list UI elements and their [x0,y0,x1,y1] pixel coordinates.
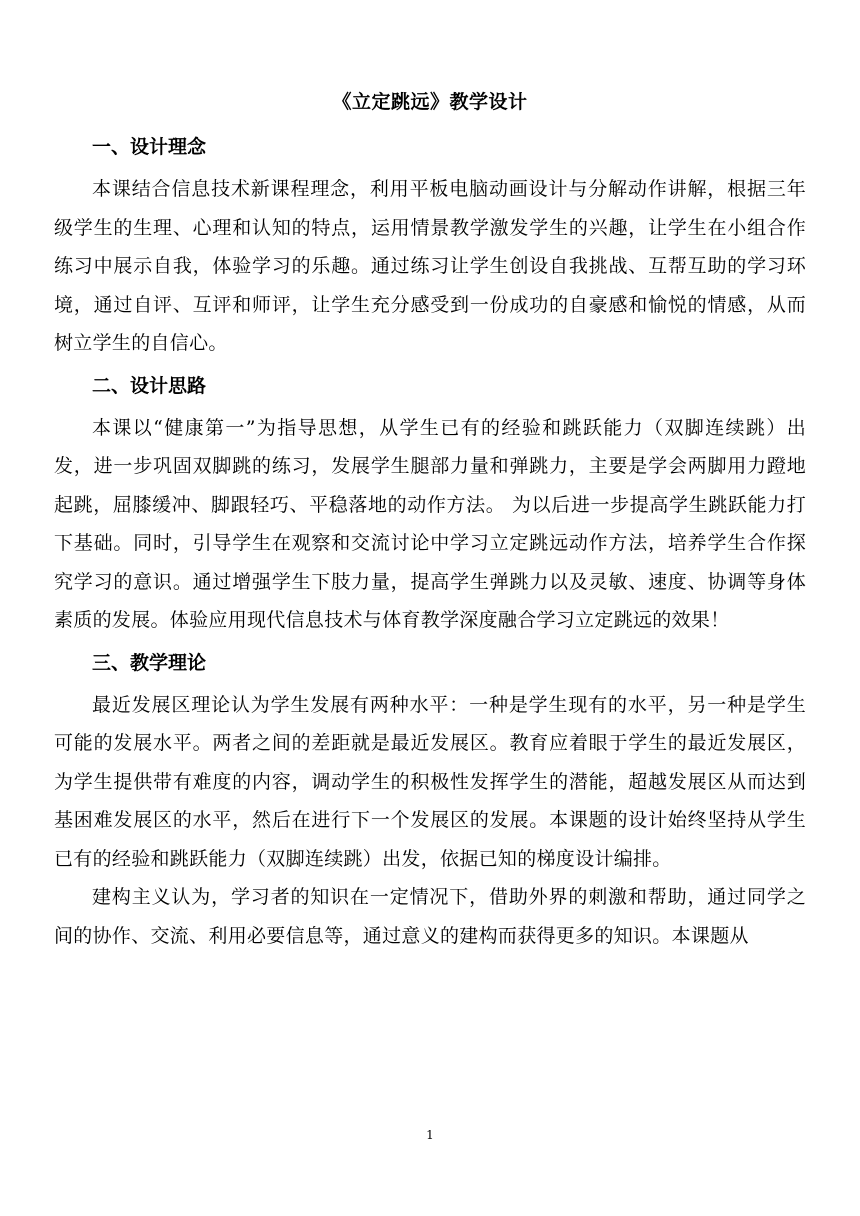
page-number: 1 [426,1128,434,1142]
paragraph: 建构主义认为，学习者的知识在一定情况下，借助外界的刺激和帮助，通过同学之间的协作、交流、利用必要信息等，通过意义的建构而获得更多的知识。本课题从 [54,886,806,947]
section-heading: 二、设计思路 [92,374,207,397]
paragraph: 本课以“健康第一”为指导思想，从学生已有的经验和跳跃能力（双脚连续跳）出发，进一步巩固双脚跳的练习，发展学生腿部力量和弹跳力，主要是学会两脚用力蹬地起跳，屈膝缓冲、脚跟轻巧、平稳落地的动作方法。 为以后进一步提高学生跳跃能力打下基础。同时，引导学生在观察和交流讨论中学习立定跳远动作方法，培养学生合作探究学习的意识。通过增强学生下肢力量，提高学生弹跳力以及灵敏、速度、协调等身体素质的发展。体验应用现代信息技术与体育教学深度融合学习立定跳远的效果！ [54,416,806,631]
paragraph: 本课结合信息技术新课程理念，利用平板电脑动画设计与分解动作讲解，根据三年级学生的生理、心理和认知的特点，运用情景教学激发学生的兴趣，让学生在小组合作练习中展示自我，体验学习的乐趣。通过练习让学生创设自我挑战、互帮互助的学习环境，通过自评、互评和师评，让学生充分感受到一份成功的自豪感和愉悦的情感，从而树立学生的自信心。 [54,178,806,354]
section-teaching-theory [54,640,806,956]
section-design-concept [54,124,806,363]
document-title: 《立定跳远》教学设计 [332,91,528,113]
paragraph: 最近发展区理论认为学生发展有两种水平：一种是学生现有的水平，另一种是学生可能的发展水平。两者之间的差距就是最近发展区。教育应着眼于学生的最近发展区，为学生提供带有难度的内容，调动学生的积极性发挥学生的潜能，超越发展区从而达到基困难发展区的水平，然后在进行下一个发展区的发展。本课题的设计始终坚持从学生已有的经验和跳跃能力（双脚连续跳）出发，依据已知的梯度设计编排。 [54,693,806,870]
document-body [54,80,806,955]
section-heading: 三、教学理论 [92,651,207,674]
section-design-approach [54,363,806,640]
section-heading: 一、设计理念 [92,136,207,158]
